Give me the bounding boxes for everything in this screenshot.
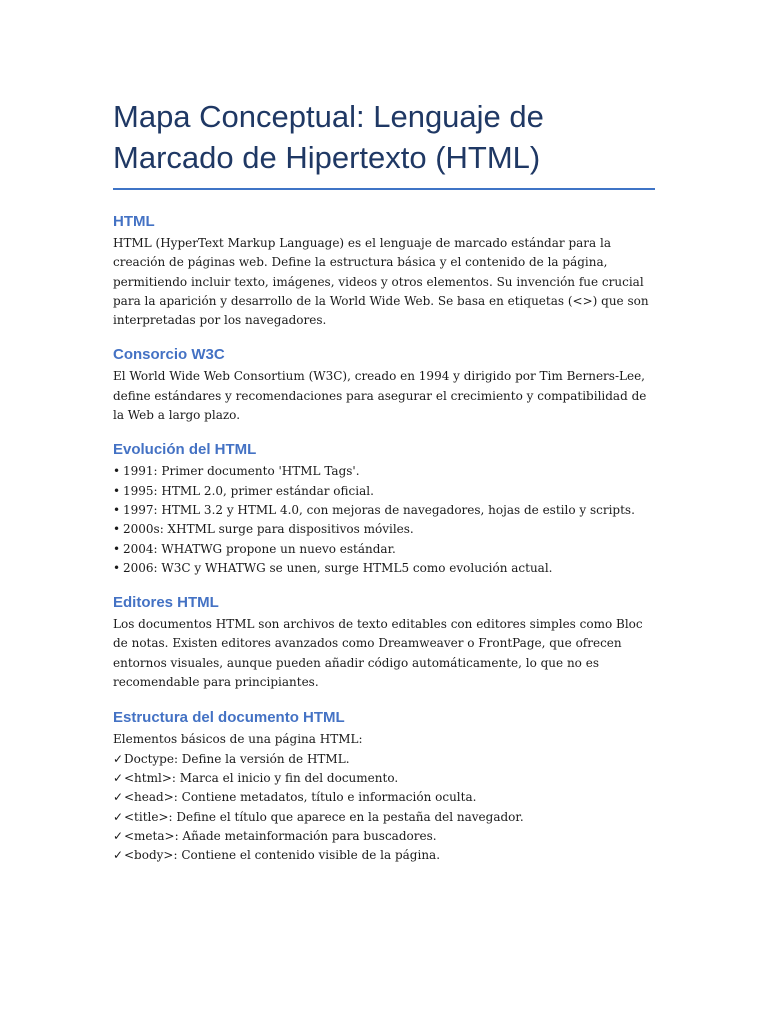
section-evolucion [113,440,656,578]
list-item [113,788,656,807]
bullet-icon: • [113,541,121,556]
list-item [113,559,656,578]
list-item-text: <title>: Define el título que aparece en la pestaña del navegador. [124,809,524,824]
list-item-text: <html>: Marca el inicio y fin del documento. [124,770,399,785]
document-title-line-1: Mapa Conceptual: Lenguaje de [113,99,544,134]
list-item [113,520,656,539]
document-title [113,96,656,178]
structure-list [113,750,656,866]
bullet-icon: • [113,483,121,498]
evolution-list [113,462,656,578]
list-item-text: 2004: WHATWG propone un nuevo estándar. [123,541,396,556]
checkmark-icon: ✓ [113,848,124,863]
section-heading: HTML [113,213,155,230]
section-heading: Estructura del documento HTML [113,709,345,727]
checkmark-icon: ✓ [113,790,124,805]
section-w3c [113,345,656,425]
bullet-icon: • [113,502,121,517]
list-item [113,482,656,501]
checkmark-icon: ✓ [113,809,124,824]
list-item-text: 1997: HTML 3.2 y HTML 4.0, con mejoras de navegadores, hojas de estilo y scripts. [123,502,635,517]
checkmark-icon: ✓ [113,770,124,785]
list-item-text: 1995: HTML 2.0, primer estándar oficial. [123,483,374,498]
list-item-text: 2006: W3C y WHATWG se unen, surge HTML5 como evolución actual. [123,560,553,575]
bullet-icon: • [113,560,121,575]
document-title-line-2: Marcado de Hipertexto (HTML) [113,140,541,175]
list-item [113,750,656,769]
section-html [113,212,656,330]
list-item [113,808,656,827]
section-paragraph: El World Wide Web Consortium (W3C), creado en 1994 y dirigido por Tim Berners-Lee, define estándares y recomendaciones para asegurar el crecimiento y compatibilidad de la Web a largo plazo. [113,369,647,423]
list-item [113,540,656,559]
bullet-icon: • [113,464,121,479]
section-intro: Elementos básicos de una página HTML: [113,732,363,747]
title-underline [113,188,655,190]
checkmark-icon: ✓ [113,828,124,843]
list-item [113,846,656,865]
list-item [113,501,656,520]
list-item-text: Doctype: Define la versión de HTML. [124,751,350,766]
section-heading: Editores HTML [113,594,219,612]
section-estructura [113,708,656,865]
section-paragraph: HTML (HyperText Markup Language) es el lenguaje de marcado estándar para la creación de páginas web. Define la estructura básica y el contenido de la página, permitiendo incluir texto, imágenes, videos y otros elementos. Su invención fue crucial para la aparición y desarrollo de la World Wide Web. Se basa en etiquetas (<>) que son interpretadas por los navegadores. [113,236,649,328]
bullet-icon: • [113,522,121,537]
list-item [113,769,656,788]
section-heading: Consorcio W3C [113,346,225,364]
section-heading: Evolución del HTML [113,441,257,459]
list-item-text: 1991: Primer documento 'HTML Tags'. [123,464,360,479]
list-item-text: <head>: Contiene metadatos, título e información oculta. [124,790,477,805]
list-item-text: <meta>: Añade metainformación para buscadores. [124,828,437,843]
section-paragraph: Los documentos HTML son archivos de texto editables con editores simples como Bloc de notas. Existen editores avanzados como Dreamweaver o FrontPage, que ofrecen entornos visuales, aunque pueden añadir código automáticamente, lo que no es recomendable para principiantes. [113,617,643,690]
list-item-text: <body>: Contiene el contenido visible de la página. [124,848,441,863]
section-editores [113,593,656,692]
list-item [113,462,656,481]
checkmark-icon: ✓ [113,751,124,766]
list-item [113,827,656,846]
list-item-text: 2000s: XHTML surge para dispositivos móviles. [123,522,414,537]
